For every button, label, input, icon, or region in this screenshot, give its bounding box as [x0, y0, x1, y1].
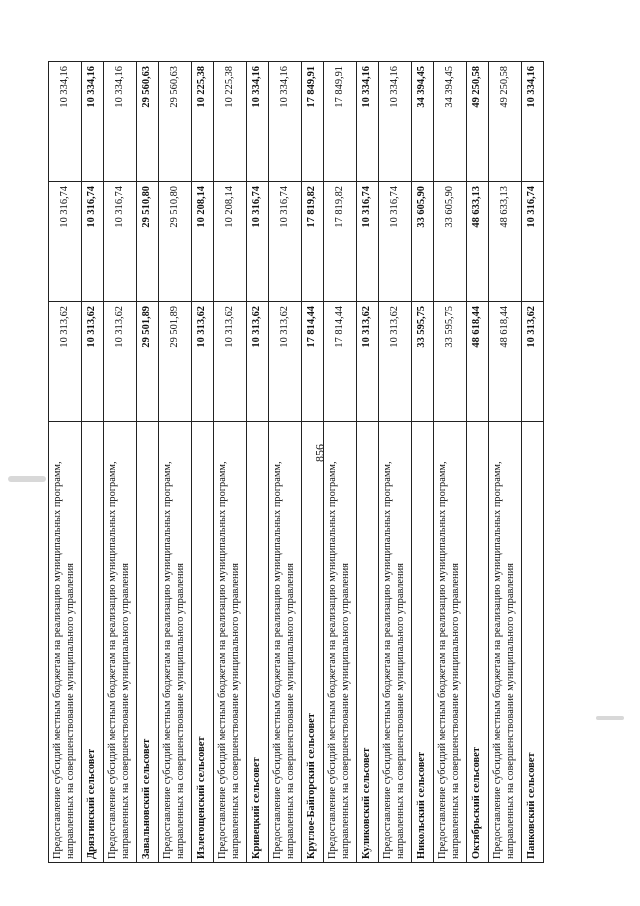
value-cell-col3: 10 334,16 — [49, 62, 82, 182]
row-label-cell: Кривецкий сельсовет — [247, 422, 269, 863]
value-cell-col2: 17 819,82 — [302, 182, 324, 302]
value-cell-col3: 10 334,16 — [269, 62, 302, 182]
value-cell-col3: 10 334,16 — [522, 62, 544, 182]
table-row-detail — [49, 62, 82, 863]
value-cell-col1: 17 814,44 — [324, 302, 357, 422]
table-row-group — [82, 62, 104, 863]
table-row-detail — [489, 62, 522, 863]
value-cell-col3: 34 394,45 — [434, 62, 467, 182]
value-cell-col1: 10 313,62 — [522, 302, 544, 422]
value-cell-col1: 10 313,62 — [104, 302, 137, 422]
row-label-cell: Завальновский сельсовет — [137, 422, 159, 863]
value-cell-col1: 29 501,89 — [159, 302, 192, 422]
value-cell-col2: 10 316,74 — [49, 182, 82, 302]
table-row-group — [137, 62, 159, 863]
value-cell-col2: 10 316,74 — [104, 182, 137, 302]
row-label-cell: Предоставление субсидий местным бюджетам на реализацию муниципальных программ, направленных на совершенствование муниципального управления — [434, 422, 467, 863]
value-cell-col1: 33 595,75 — [412, 302, 434, 422]
value-cell-col3: 10 334,16 — [104, 62, 137, 182]
value-cell-col3: 29 560,63 — [159, 62, 192, 182]
value-cell-col2: 10 208,14 — [192, 182, 214, 302]
table-row-detail — [159, 62, 192, 863]
value-cell-col1: 10 313,62 — [269, 302, 302, 422]
value-cell-col2: 10 316,74 — [379, 182, 412, 302]
row-label-cell: Куликовский сельсовет — [357, 422, 379, 863]
row-label-cell: Предоставление субсидий местным бюджетам на реализацию муниципальных программ, направленных на совершенствование муниципального управления — [104, 422, 137, 863]
value-cell-col2: 10 316,74 — [357, 182, 379, 302]
row-label-cell: Предоставление субсидий местным бюджетам на реализацию муниципальных программ, направленных на совершенствование муниципального управления — [379, 422, 412, 863]
value-cell-col3: 10 225,38 — [214, 62, 247, 182]
value-cell-col2: 10 316,74 — [522, 182, 544, 302]
value-cell-col2: 29 510,80 — [137, 182, 159, 302]
value-cell-col1: 10 313,62 — [357, 302, 379, 422]
table-row-group — [522, 62, 544, 863]
table-row-group — [412, 62, 434, 863]
value-cell-col3: 49 250,58 — [489, 62, 522, 182]
table-row-group — [357, 62, 379, 863]
row-label-cell: Предоставление субсидий местным бюджетам на реализацию муниципальных программ, направленных на совершенствование муниципального управления — [159, 422, 192, 863]
value-cell-col1: 10 313,62 — [247, 302, 269, 422]
value-cell-col3: 29 560,63 — [137, 62, 159, 182]
row-label-cell: Круглое-Байгорский сельсовет — [302, 422, 324, 863]
value-cell-col2: 10 316,74 — [82, 182, 104, 302]
scan-smudge — [8, 476, 46, 482]
value-cell-col2: 10 208,14 — [214, 182, 247, 302]
row-label-cell: Никольский сельсовет — [412, 422, 434, 863]
row-label-cell: Предоставление субсидий местным бюджетам на реализацию муниципальных программ, направленных на совершенствование муниципального управления — [324, 422, 357, 863]
value-cell-col2: 48 633,13 — [489, 182, 522, 302]
value-cell-col2: 17 819,82 — [324, 182, 357, 302]
rotated-page — [48, 66, 580, 863]
value-cell-col1: 48 618,44 — [467, 302, 489, 422]
table-row-detail — [214, 62, 247, 863]
value-cell-col1: 10 313,62 — [82, 302, 104, 422]
value-cell-col2: 10 316,74 — [269, 182, 302, 302]
table-row-detail — [104, 62, 137, 863]
row-label-cell: Излегощенский сельсовет — [192, 422, 214, 863]
page-number: 856 — [312, 444, 327, 462]
value-cell-col3: 10 334,16 — [357, 62, 379, 182]
table-row-group — [467, 62, 489, 863]
value-cell-col3: 10 334,16 — [247, 62, 269, 182]
table-row-detail — [269, 62, 302, 863]
value-cell-col2: 33 605,90 — [412, 182, 434, 302]
value-cell-col1: 29 501,89 — [137, 302, 159, 422]
value-cell-col2: 33 605,90 — [434, 182, 467, 302]
value-cell-col3: 10 225,38 — [192, 62, 214, 182]
value-cell-col1: 10 313,62 — [214, 302, 247, 422]
row-label-cell: Панковский сельсовет — [522, 422, 544, 863]
table-row-group — [192, 62, 214, 863]
value-cell-col2: 48 633,13 — [467, 182, 489, 302]
value-cell-col2: 10 316,74 — [247, 182, 269, 302]
value-cell-col3: 17 849,91 — [302, 62, 324, 182]
row-label-cell: Предоставление субсидий местным бюджетам на реализацию муниципальных программ, направленных на совершенствование муниципального управления — [214, 422, 247, 863]
value-cell-col3: 34 394,45 — [412, 62, 434, 182]
value-cell-col1: 17 814,44 — [302, 302, 324, 422]
table-row-group — [247, 62, 269, 863]
row-label-cell: Октябрьский сельсовет — [467, 422, 489, 863]
row-label-cell: Предоставление субсидий местным бюджетам на реализацию муниципальных программ, направленных на совершенствование муниципального управления — [49, 422, 82, 863]
row-label-cell: Предоставление субсидий местным бюджетам на реализацию муниципальных программ, направленных на совершенствование муниципального управления — [489, 422, 522, 863]
value-cell-col3: 17 849,91 — [324, 62, 357, 182]
row-label-cell: Предоставление субсидий местным бюджетам на реализацию муниципальных программ, направленных на совершенствование муниципального управления — [269, 422, 302, 863]
budget-table — [48, 61, 544, 863]
table-row-detail — [379, 62, 412, 863]
table-row-detail — [324, 62, 357, 863]
row-label-cell: Дрязгинский сельсовет — [82, 422, 104, 863]
value-cell-col1: 33 595,75 — [434, 302, 467, 422]
table-row-group — [302, 62, 324, 863]
value-cell-col1: 10 313,62 — [379, 302, 412, 422]
value-cell-col3: 10 334,16 — [379, 62, 412, 182]
table-row-detail — [434, 62, 467, 863]
scan-smudge — [596, 716, 624, 720]
value-cell-col1: 10 313,62 — [49, 302, 82, 422]
value-cell-col3: 10 334,16 — [82, 62, 104, 182]
value-cell-col1: 48 618,44 — [489, 302, 522, 422]
value-cell-col3: 49 250,58 — [467, 62, 489, 182]
value-cell-col1: 10 313,62 — [192, 302, 214, 422]
value-cell-col2: 29 510,80 — [159, 182, 192, 302]
table-body — [49, 62, 544, 863]
